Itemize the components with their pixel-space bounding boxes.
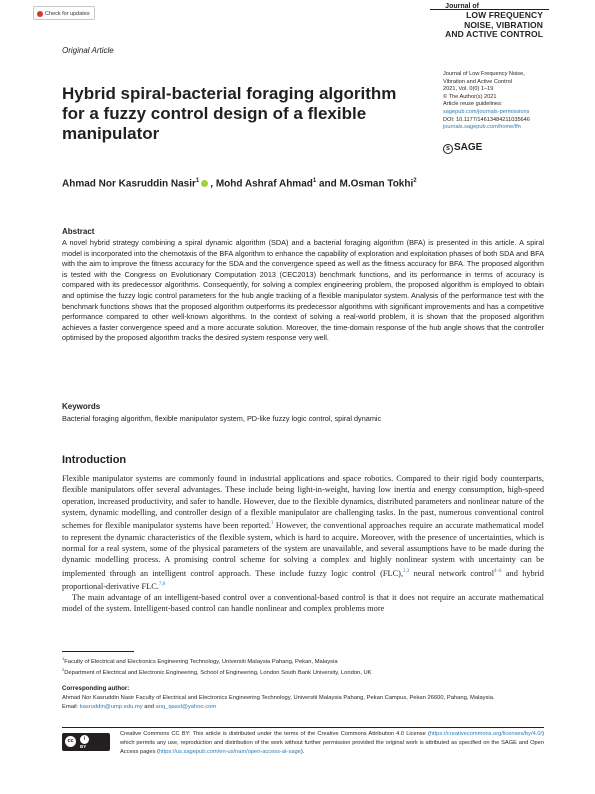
meta-line: Vibration and Active Control [443,78,512,85]
author-affiliation: 1 [312,178,317,184]
citation-link[interactable]: 2,3 [403,568,410,574]
paper-title: Hybrid spiral-bacterial foraging algorithm for a fuzzy control design of a flexible manipulator [62,84,397,143]
author-affiliation: 2 [413,178,417,184]
journal-logo-line1: Journal of [445,3,480,10]
intro-text: However, the conventional approaches require an accurate mathematical model to represent the dynamic characteristics of the flexible system, which is hard to acquire. Moreover, with the presence of uncertainties, which is normal for a real system, some of the physical parameters of the system are unavailable, and several assumptions have to be made during the dynamic modelling process. A promising control scheme for solving a complex and highly nonlinear system with uncertainty can be implemented through an intelligent control approach. These include fuzzy logic control (FLC), [62,521,544,578]
author-name: and M.Osman Tokhi [316,178,414,190]
affiliation-number: 2 [62,667,65,673]
sage-label: SAGE [454,142,483,153]
email-link[interactable]: anq_qassl@yahoo.com [155,703,217,710]
license-part: ). [300,748,305,755]
corresponding-author-heading: Corresponding author: [62,685,130,692]
article-type: Original Article [62,46,114,55]
update-icon [37,11,43,17]
journal-home-link[interactable]: journals.sagepub.com/home/lfn [443,124,521,131]
introduction-heading: Introduction [62,454,127,466]
doi: DOI: 10.1177/14613484211035646 [443,116,530,123]
corresponding-author [62,694,544,711]
journal-logo-line4: AND ACTIVE CONTROL [445,29,543,39]
intro-text: neural network control [409,568,495,578]
introduction-body [62,473,544,614]
affiliations [62,655,544,678]
abstract-text: A novel hybrid strategy combining a spiral dynamic algorithm (SDA) and a bacterial foraging algorithm (BFA) is presented in this article. A spiral model is incorporated into the chemotaxis of the BFA algorithm to enhance the capability of exploration and exploitation phases of both SDA and BFA with the aim to improve the fitness accuracy for the SDA and the convergence speed as well as the fitness accuracy for BFA. The proposed algorithm is tested with the Congress on Evolutionary Computation 2013 (CEC2013) benchmark functions, and its performance in terms of accuracy is compared with its predecessor algorithms. Consequently, for solving a complex engineering problem, the proposed algorithm is employed to obtain and optimise the fuzzy logic control parameters for the hub angle tracking of a flexible manipulator system. Analysis of the performance test with the benchmark functions shows that the proposed algorithm outperforms its predecessor algorithms with significant improvements and has a competitive performance compared to other well-known algorithms. In the context of solving a real-world problem, it is shown that the proposed algorithm achieves a faster convergence speed and a more accurate solution. Moreover, the time-domain response of the hub angle shows that the controller optimised by the proposed algorithm tracks the desired system response very well. [62,238,544,343]
open-access-link[interactable]: https://us.sagepub.com/en-us/nam/open-access-at-sage [158,748,301,755]
license-part: ) which permits any use, reproduction and distribution of the work without further permission provided the original work is attributed as specified on the SAGE and Open Access pages ( [120,731,544,755]
citation-link[interactable]: 4–6 [494,568,502,574]
abstract-heading: Abstract [62,227,95,236]
license-link[interactable]: https://creativecommons.org/licenses/by/4.0/ [429,731,543,737]
corresponding-email-line [62,703,544,712]
journal-meta [443,71,568,132]
journal-logo-line2: LOW FREQUENCY [466,10,543,20]
intro-paragraph [62,473,544,592]
by-label: BY [80,744,87,749]
license-text [120,730,544,757]
keywords-heading: Keywords [62,402,101,411]
cc-icon: cc [65,736,76,747]
author-affiliation: 1 [195,178,200,184]
orcid-icon[interactable] [201,180,208,187]
check-for-updates-badge[interactable] [33,6,95,20]
keywords-text: Bacterial foraging algorithm, flexible manipulator system, PD-like fuzzy logic control, spiral dynamic [62,414,382,423]
meta-line: Journal of Low Frequency Noise, [443,71,525,77]
affiliation-text: Department of Electrical and Electronic Engineering, School of Engineering, London South Bank University, London, UK [64,670,372,677]
sage-icon: s [443,144,453,154]
corresponding-address: Ahmad Nor Kasruddin Nasir Faculty of Electrical and Electronics Engineering Technology, Universiti Malaysia Pahang, Pekan Campus, Pekan 26600, Pahang, Malaysia. [62,695,495,701]
check-updates-label: Check for updates [45,11,90,17]
email-label: Email: [62,703,80,710]
meta-line: Article reuse guidelines: [443,101,503,108]
person-icon: i [80,735,89,744]
cc-by-badge[interactable] [62,733,110,751]
journal-logo [445,3,543,40]
affiliation [62,666,544,677]
affiliation-number: 1 [62,656,65,661]
license-part: Creative Commons CC BY: This article is distributed under the terms of the Creative Commons Attribution 4.0 License ( [120,731,430,737]
email-separator: and [142,703,156,710]
affiliation-text: Faculty of Electrical and Electronics Engineering Technology, Universiti Malaysia Pahang, Pekan, Malaysia [64,658,338,665]
sage-logo [443,142,482,154]
author-name: , Mohd Ashraf Ahmad [210,178,313,190]
permissions-link[interactable]: sagepub.com/journals-permissions [443,108,530,115]
journal-logo-line3: NOISE, VIBRATION [464,19,543,30]
license-rule [62,727,544,728]
footnote-rule [62,651,134,652]
affiliation [62,655,544,666]
meta-line: 2021, Vol. 0(0) 1–19 [443,86,494,93]
intro-paragraph: The main advantage of an intelligent-based control over a conventional-based control is that it does not require an accurate mathematical model of the system. Intelligent-based control can handle nonlinear and complex problems more [62,592,544,614]
intro-text: Flexible manipulator systems are commonly found in industrial applications and space robotics. Compared to their rigid body counterparts, flexible manipulators offer several advantages. These include being light-in-weight, having low inertia and energy consumption, high-speed operation, increased productivity, and safer to handle. However, due to the flexible dynamics, distributed parameters and nonlinear nature of the system, dynamic modelling, and controller design of a flexible manipulator are challenging tasks. In the past, numerous conventional control schemes for flexible manipulator systems have been reported. [62,474,544,531]
author-name: Ahmad Nor Kasruddin Nasir [62,178,196,190]
meta-line: © The Author(s) 2021 [443,93,497,100]
author-list [62,178,417,189]
intro-text: and hybrid proportional-derivative FLC. [62,568,544,591]
email-link[interactable]: kasruddin@ump.edu.my [79,703,143,710]
citation-link[interactable]: 1 [270,521,274,527]
citation-link[interactable]: 7,8 [158,581,166,587]
